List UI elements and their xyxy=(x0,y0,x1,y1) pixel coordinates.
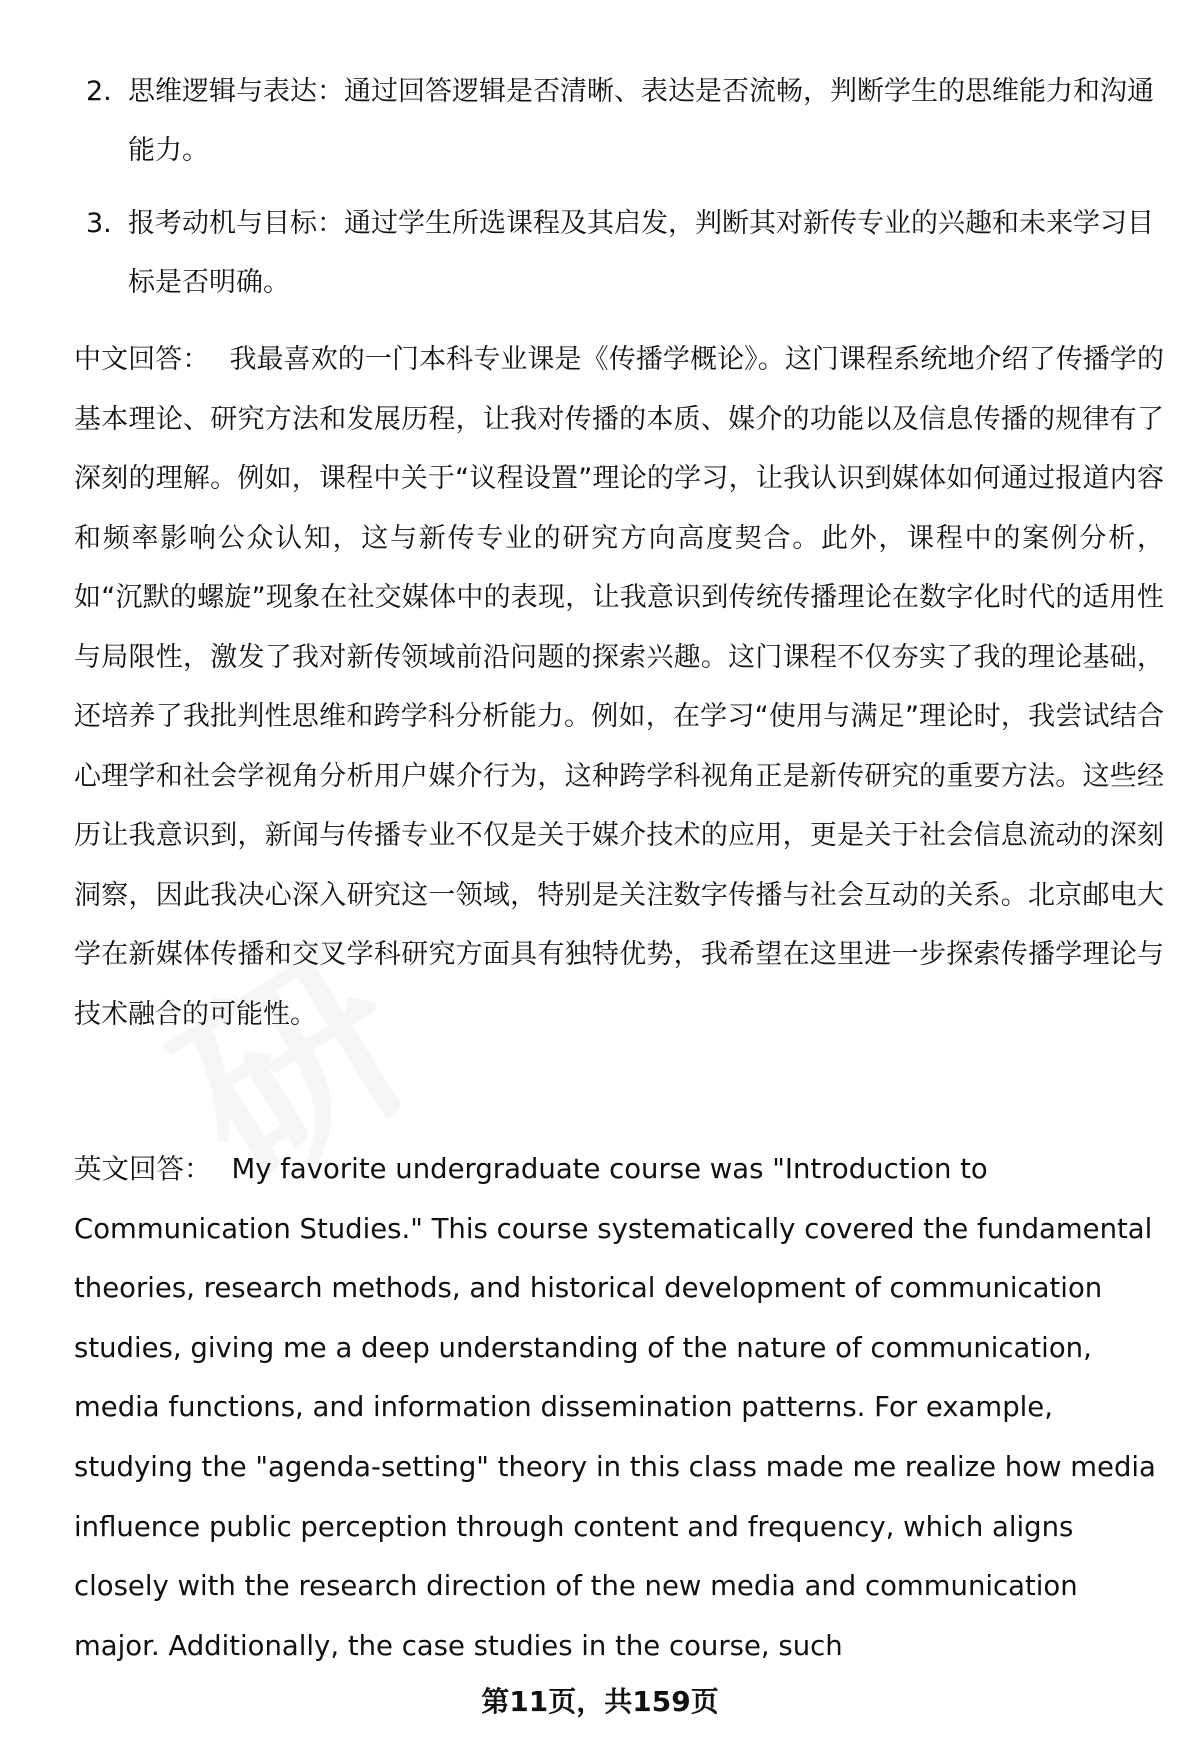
list-item xyxy=(74,194,1154,312)
list-item-number: 2. xyxy=(86,76,112,107)
page-number-footer: 第11页，共159页 xyxy=(481,1685,719,1718)
list-item-text: 报考动机与目标：通过学生所选课程及其启发，判断其对新传专业的兴趣和未来学习目标是否明确。 xyxy=(128,208,1154,298)
criteria-list xyxy=(74,62,1154,326)
chinese-answer-paragraph xyxy=(74,330,1164,1044)
english-answer-text: My favorite undergraduate course was "Introduction to Communication Studies." This course systematically covered the fundamental theories, research methods, and historical development of communication studies, giving me a deep understanding of the nature of communication, media functions, and information dissemination patterns. For example, studying the "agenda-setting" theory in this class made me realize how media influence public perception through content and frequency, which aligns closely with the research direction of the new media and communication major. Additionally, the case studies in the course, such xyxy=(74,1153,1156,1662)
chinese-answer-label: 中文回答： xyxy=(74,344,210,375)
english-answer-paragraph xyxy=(74,1140,1164,1676)
list-item xyxy=(74,62,1154,180)
english-answer-label: 英文回答： xyxy=(74,1153,212,1185)
list-item-number: 3. xyxy=(86,208,112,239)
chinese-answer-text: 我最喜欢的一门本科专业课是《传播学概论》。这门课程系统地介绍了传播学的基本理论、研究方法和发展历程，让我对传播的本质、媒介的功能以及信息传播的规律有了深刻的理解。例如，课程中关于“议程设置”理论的学习，让我认识到媒体如何通过报道内容和频率影响公众认知，这与新传专业的研究方向高度契合。此外，课程中的案例分析，如“沉默的螺旋”现象在社交媒体中的表现，让我意识到传统传播理论在数字化时代的适用性与局限性，激发了我对新传领域前沿问题的探索兴趣。这门课程不仅夯实了我的理论基础，还培养了我批判性思维和跨学科分析能力。例如，在学习“使用与满足”理论时，我尝试结合心理学和社会学视角分析用户媒介行为，这种跨学科视角正是新传研究的重要方法。这些经历让我意识到，新闻与传播专业不仅是关于媒介技术的应用，更是关于社会信息流动的深刻洞察，因此我决心深入研究这一领域，特别是关注数字传播与社会互动的关系。北京邮电大学在新媒体传播和交叉学科研究方面具有独特优势，我希望在这里进一步探索传播学理论与技术融合的可能性。 xyxy=(74,344,1165,1030)
list-item-text: 思维逻辑与表达：通过回答逻辑是否清晰、表达是否流畅，判断学生的思维能力和沟通能力。 xyxy=(128,76,1154,166)
